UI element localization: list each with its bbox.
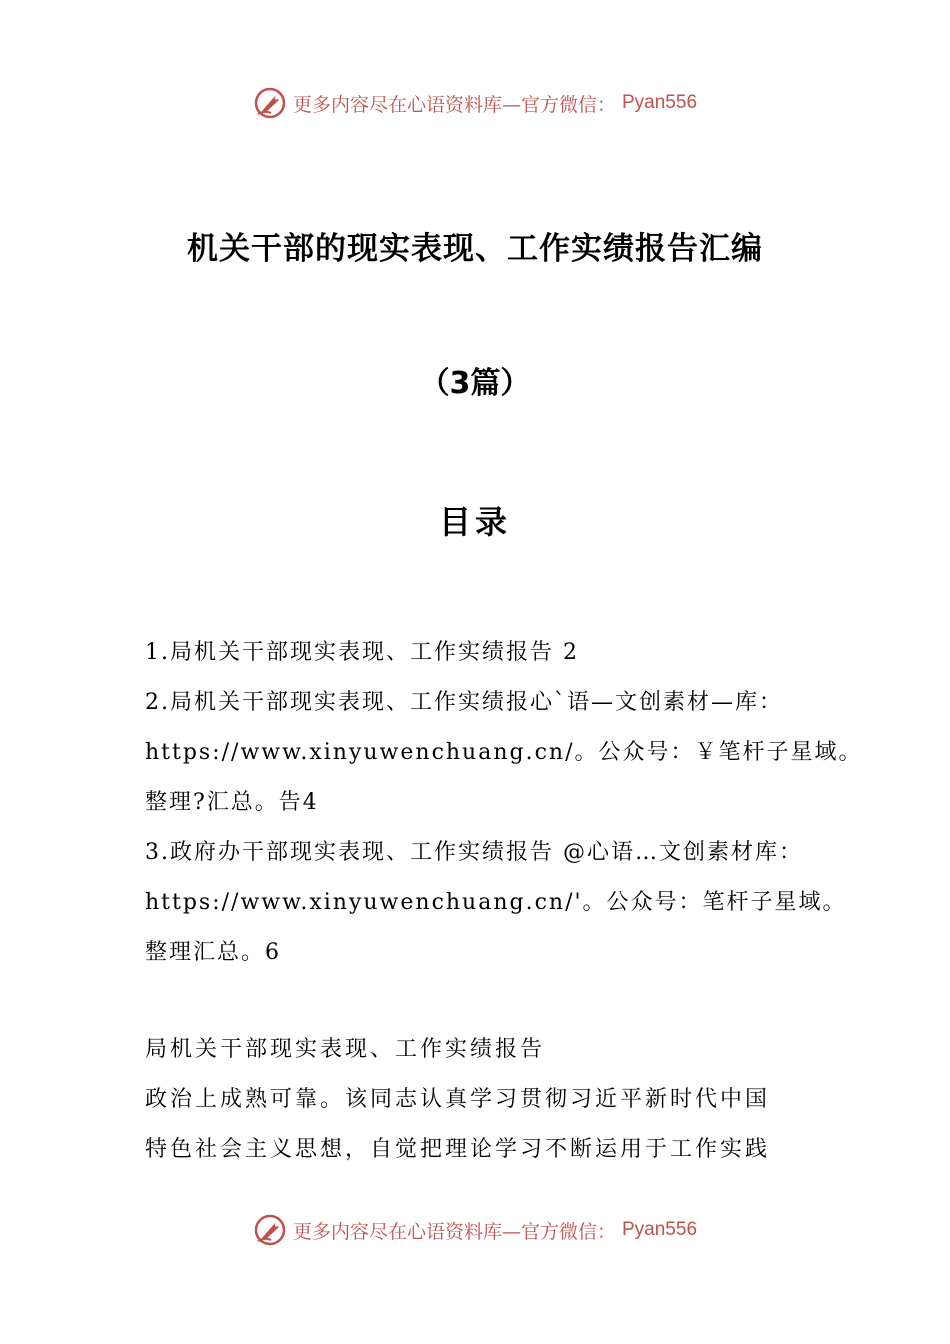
paragraph-line: 特色社会主义思想，自觉把理论学习不断运用于工作实践 (145, 1137, 771, 1162)
document-subtitle: （3篇） (419, 366, 531, 401)
pen-nib-logo-icon (253, 86, 287, 120)
report-heading: 局机关干部现实表现、工作实绩报告 (145, 1037, 546, 1062)
pen-nib-logo-icon (253, 1213, 287, 1247)
footer-watermark (0, 1210, 950, 1250)
report-body (145, 1025, 825, 1175)
toc-entry-3-line-2: https://www.xinyuwenchuang.cn/'。公众号：笔杆子星域。 (145, 890, 847, 915)
document-title: 机关干部的现实表现、工作实绩报告汇编 (187, 231, 763, 267)
toc-entry-2-line-2: https://www.xinyuwenchuang.cn/。公众号：￥笔杆子星域。 (145, 740, 863, 765)
watermark-text: 更多内容尽在心语资料库—官方微信： (292, 1220, 616, 1243)
toc-entry-2-line-3: 整理?汇总。告4 (145, 790, 319, 815)
paragraph-line: 政治上成熟可靠。该同志认真学习贯彻习近平新时代中国 (145, 1087, 771, 1112)
watermark-wechat-id: Pyan556 (622, 92, 698, 113)
toc-heading: 目录 (438, 503, 511, 541)
toc-entry-1: 1.局机关干部现实表现、工作实绩报告 2 (145, 640, 579, 665)
header-watermark (0, 83, 950, 123)
table-of-contents (145, 628, 863, 978)
toc-entry-3-line-1: 3.政府办干部现实表现、工作实绩报告 @心语…文创素材库： (145, 840, 803, 865)
watermark-text: 更多内容尽在心语资料库—官方微信： (292, 93, 616, 116)
toc-entry-2-line-1: 2.局机关干部现实表现、工作实绩报心`语—文创素材—库： (145, 690, 783, 715)
toc-entry-3-line-3: 整理汇总。6 (145, 940, 281, 965)
watermark-wechat-id: Pyan556 (622, 1219, 698, 1240)
